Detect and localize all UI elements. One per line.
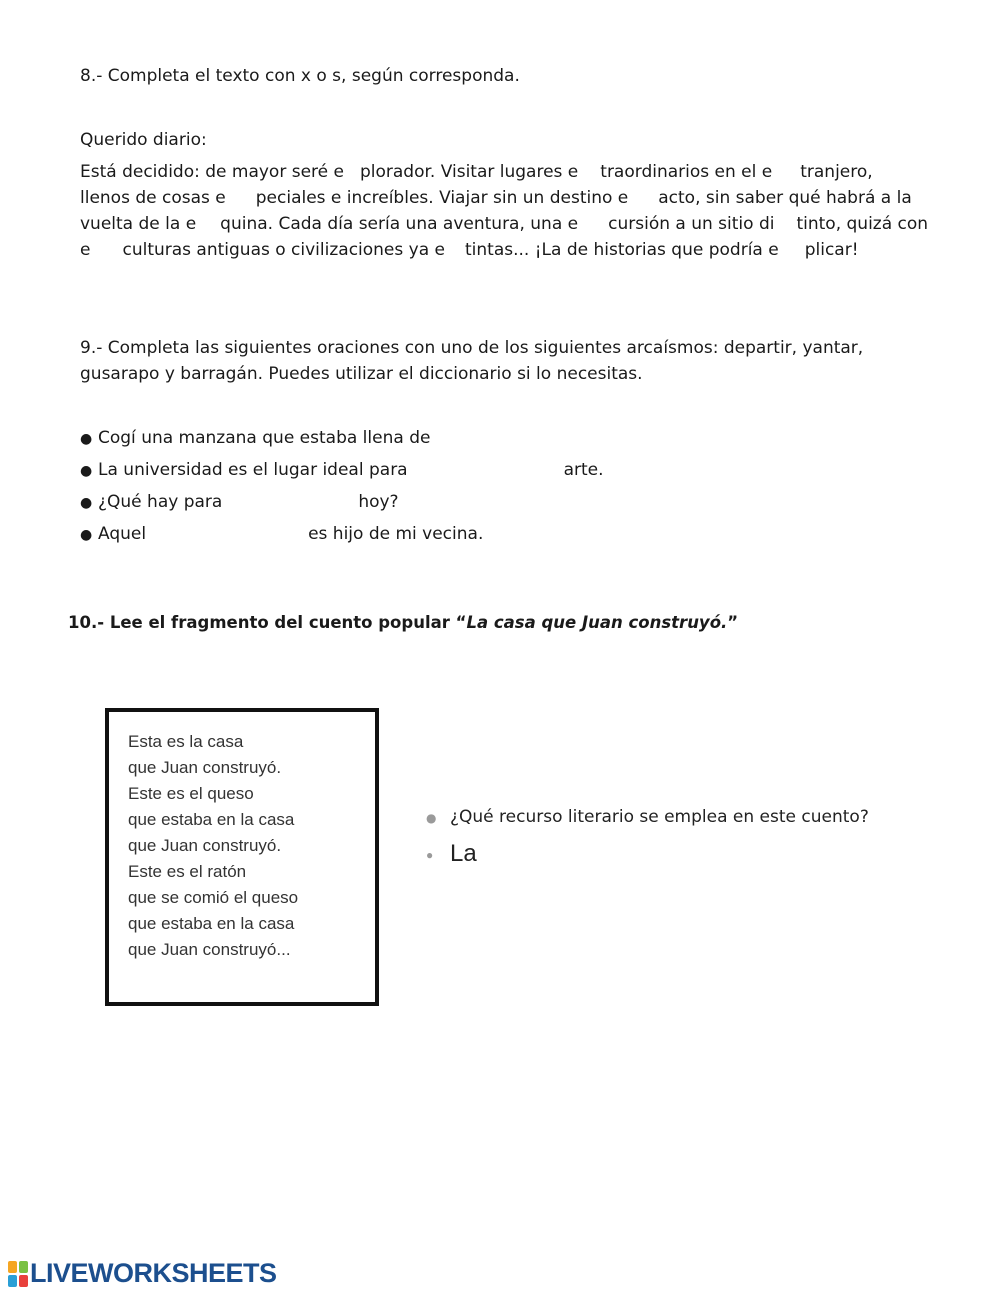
sentence-text: Cogí una manzana que estaba llena de: [98, 428, 431, 448]
sentence-item: [80, 428, 580, 448]
text-fragment: traordinarios en el e: [600, 162, 773, 182]
bullet-icon: ●: [426, 811, 437, 825]
poem-line: que Juan construyó.: [128, 758, 282, 777]
text-fragment: plorador. Visitar lugares e: [359, 162, 579, 182]
text-fragment: peciales e increíbles. Viajar sin un destino e: [255, 188, 629, 208]
text-fragment: Está decidido: de mayor seré e: [80, 162, 344, 182]
text-fragment: tranjero,: [800, 162, 873, 182]
bullet-icon: ●: [80, 431, 93, 447]
bullet-icon: ●: [426, 847, 434, 862]
sentence-item: [80, 460, 604, 480]
answer-text: La: [450, 840, 477, 867]
title-text: ”: [727, 613, 739, 632]
logo-text: LIVEWORKSHEETS: [30, 1258, 277, 1288]
diary-line-1: [80, 162, 873, 182]
poem-line: que estaba en la casa: [128, 914, 295, 933]
diary-line-3: [80, 214, 928, 234]
question-text: ¿Qué recurso literario se emplea en este cuento?: [450, 807, 869, 827]
question-9-instruction-line-1: 9.- Completa las siguientes oraciones con uno de los siguientes arcaísmos: departir, yantar,: [80, 338, 864, 358]
poem-line: que se comió el queso: [128, 888, 299, 907]
poem-line: Este es el ratón: [128, 862, 247, 881]
question-10-title: [68, 613, 738, 632]
logo-square: [19, 1261, 28, 1273]
text-fragment: quina. Cada día sería una aventura, una e: [220, 214, 579, 234]
text-fragment: tintas... ¡La de historias que podría e: [465, 240, 779, 260]
text-fragment: llenos de cosas e: [80, 188, 226, 208]
text-fragment: tinto, quizá con: [796, 214, 929, 234]
poem-line: Esta es la casa: [128, 732, 244, 751]
diary-line-2: [80, 188, 912, 208]
sentence-text: Aquel: [98, 524, 147, 544]
literary-device-answer: [426, 840, 677, 868]
story-fragment-box: [105, 708, 379, 1006]
question-8-title: 8.- Completa el texto con x o s, según corresponda.: [80, 66, 520, 86]
logo-square: [8, 1261, 17, 1273]
sentence-text: arte.: [563, 460, 604, 480]
sentence-text: La universidad es el lugar ideal para: [98, 460, 408, 480]
story-title: La casa que Juan construyó.: [466, 613, 728, 632]
bullet-icon: ●: [80, 495, 93, 511]
logo-square: [8, 1275, 17, 1287]
diary-greeting: Querido diario:: [80, 130, 207, 150]
question-9-instruction-line-2: gusarapo y barragán. Puedes utilizar el diccionario si lo necesitas.: [80, 364, 643, 384]
poem-line: que Juan construyó.: [128, 836, 282, 855]
diary-line-4: [80, 240, 859, 260]
bullet-icon: ●: [80, 527, 93, 543]
title-text: 10.- Lee el fragmento del cuento popular “: [68, 613, 467, 632]
text-fragment: e: [80, 240, 91, 260]
liveworksheets-logo[interactable]: [8, 1258, 277, 1289]
liveworksheets-logo-icon: [8, 1261, 28, 1287]
text-fragment: acto, sin saber qué habrá a la: [658, 188, 912, 208]
text-fragment: cursión a un sitio di: [608, 214, 775, 234]
sentence-item: [80, 524, 483, 544]
poem-line: que estaba en la casa: [128, 810, 295, 829]
poem-line: Este es el queso: [128, 784, 254, 803]
logo-square: [19, 1275, 28, 1287]
sentence-item: [80, 492, 399, 512]
bullet-icon: ●: [80, 463, 93, 479]
literary-device-question: [426, 807, 869, 827]
sentence-text: ¿Qué hay para: [98, 492, 223, 512]
poem-line: que Juan construyó...: [128, 940, 291, 959]
text-fragment: culturas antiguas o civilizaciones ya e: [122, 240, 445, 260]
text-fragment: plicar!: [804, 240, 859, 260]
sentence-text: es hijo de mi vecina.: [308, 524, 484, 544]
sentence-text: hoy?: [358, 492, 399, 512]
text-fragment: vuelta de la e: [80, 214, 197, 234]
